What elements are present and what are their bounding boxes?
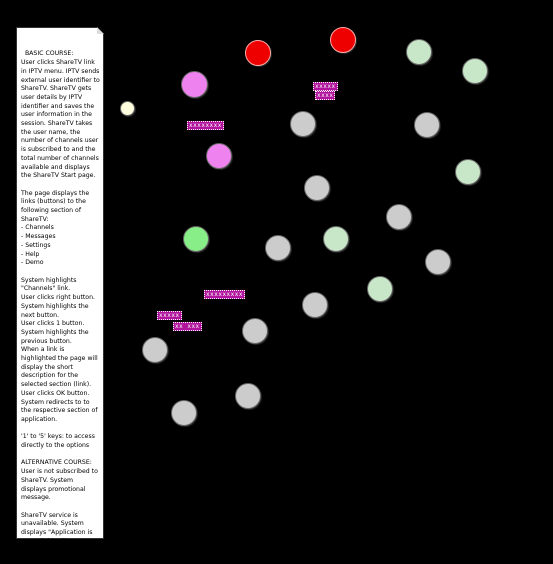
node-red-1[interactable] (245, 40, 271, 66)
node-gray-11[interactable] (171, 400, 197, 426)
link-label-4: xxxxxxxxx (206, 291, 244, 298)
node-gray-4[interactable] (386, 204, 412, 230)
node-pale-green-4[interactable] (323, 226, 349, 252)
node-gray-8[interactable] (242, 318, 268, 344)
node-pale-green-5[interactable] (367, 276, 393, 302)
note-text: BASIC COURSE: User clicks ShareTV link in IPTV menu. IPTV sends external user identifier to ShareTV. ShareTV gets user details by IPTV identifier and saves the user information in the session. ShareTV takes the user name, the number of channels user is subscribed to and the total number of channels available and displays the ShareTV Start page. The page displays the links (buttons) to the following section of ShareTV: - Channels - Messages - Settings - Help - Demo System highlights "Channels" link. User clicks right button. System highlights the next button. User clicks 1 button. System highlights the previous button. When a link is highlighted the page will display the short description for the selected section (link). User clicks OK button. System redirects to to the respective section of application. '1' to '5' keys: to access directly to the options ALTERNATIVE COURSE: User is not subscribed to ShareTV. System displays promotional message. ShareTV service is unavailable. System displays "Application is unavailable. Please contact your service provider." error message. (21, 50, 100, 563)
node-gray-1[interactable] (290, 111, 316, 137)
node-gray-7[interactable] (302, 292, 328, 318)
link-label-1: xxxxx (315, 83, 336, 90)
link-label-3: xxxxxxxx (189, 122, 222, 129)
node-pale-green-1[interactable] (406, 39, 432, 65)
node-gray-3[interactable] (304, 175, 330, 201)
node-gray-6[interactable] (425, 249, 451, 275)
link-label-6: xx xxx (175, 323, 200, 330)
link-label-5: xxxxx (159, 312, 180, 319)
note-folded-corner (97, 27, 104, 34)
use-case-note (16, 27, 104, 563)
node-red-2[interactable] (330, 27, 356, 53)
node-pale-green-3[interactable] (455, 159, 481, 185)
link-label-2: xxxx (317, 92, 334, 99)
node-green[interactable] (183, 226, 209, 252)
node-cream[interactable] (120, 101, 135, 116)
node-gray-5[interactable] (265, 235, 291, 261)
node-gray-2[interactable] (414, 112, 440, 138)
node-pink-2[interactable] (206, 143, 232, 169)
node-gray-9[interactable] (142, 337, 168, 363)
node-pink-1[interactable] (181, 71, 208, 98)
node-gray-10[interactable] (235, 383, 261, 409)
node-pale-green-2[interactable] (462, 58, 488, 84)
